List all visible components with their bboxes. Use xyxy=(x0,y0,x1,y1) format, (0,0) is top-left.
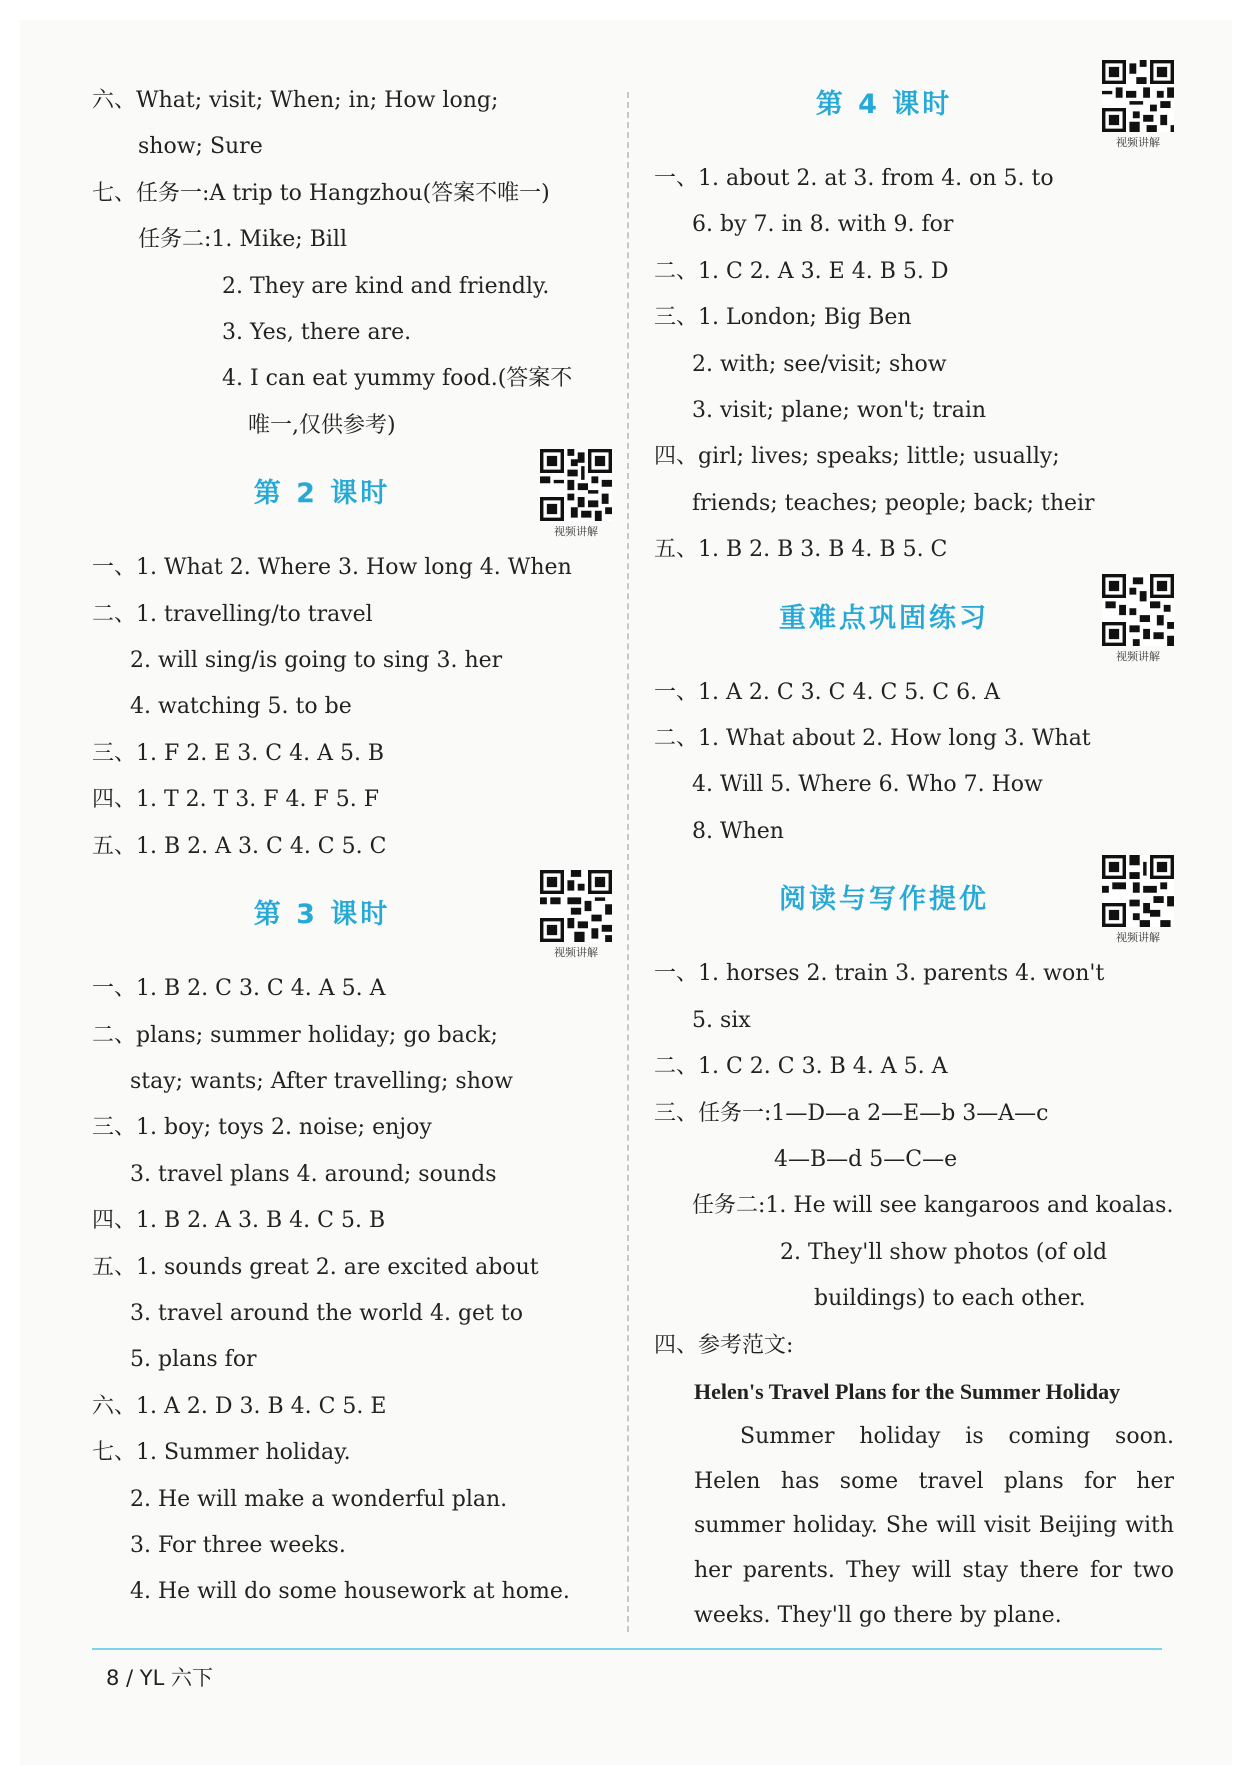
answer-line: 5. six xyxy=(692,1007,751,1033)
answer-line: 2. He will make a wonderful plan. xyxy=(130,1486,508,1512)
answer-line: 二、1. travelling/to travel xyxy=(92,601,373,627)
answer-line: 六、1. A 2. D 3. B 4. C 5. E xyxy=(92,1393,387,1419)
answer-line: 四、参考范文: xyxy=(654,1332,794,1358)
section-header-key-points xyxy=(654,574,1174,670)
answer-line: 唯一,仅供参考) xyxy=(248,412,396,438)
answer-line: 二、1. C 2. A 3. E 4. B 5. D xyxy=(654,258,949,284)
answer-line: 二、1. What about 2. How long 3. What xyxy=(654,726,1091,752)
answer-line: 3. travel around the world 4. get to xyxy=(130,1300,523,1326)
qr-code[interactable] xyxy=(1102,855,1174,945)
answer-line: 3. visit; plane; won't; train xyxy=(692,398,987,424)
answer-line: 四、girl; lives; speaks; little; usually; xyxy=(654,444,1060,470)
answer-line: 4. He will do some housework at home. xyxy=(130,1579,570,1605)
answer-line: 二、plans; summer holiday; go back; xyxy=(92,1022,498,1048)
qr-code[interactable] xyxy=(1102,60,1174,150)
answer-line: 3. For three weeks. xyxy=(130,1532,346,1558)
column-divider xyxy=(627,92,629,1632)
answer-line: 七、1. Summer holiday. xyxy=(92,1440,351,1466)
qr-label: 视频讲解 xyxy=(1116,136,1160,149)
qr-code[interactable] xyxy=(1102,574,1174,664)
answer-line: 三、1. London; Big Ben xyxy=(654,305,912,331)
page-footer: 8 / YL 六下 xyxy=(106,1666,213,1690)
answer-line: 6. by 7. in 8. with 9. for xyxy=(692,212,954,238)
answer-line: 任务二:1. Mike; Bill xyxy=(138,227,347,253)
answer-line: 一、1. What 2. Where 3. How long 4. When xyxy=(92,555,572,581)
qr-code[interactable] xyxy=(540,870,612,960)
answer-line: 五、1. sounds great 2. are excited about xyxy=(92,1254,539,1280)
answer-line: 三、1. F 2. E 3. C 4. A 5. B xyxy=(92,740,385,766)
answer-line: 4. I can eat yummy food.(答案不 xyxy=(222,366,573,392)
qr-label: 视频讲解 xyxy=(1116,649,1160,663)
section-title: 重难点巩固练习 xyxy=(779,602,989,634)
section-header-lesson-2 xyxy=(92,449,612,545)
answer-line: 3. Yes, there are. xyxy=(222,320,412,346)
section-title: 阅读与写作提优 xyxy=(779,884,989,916)
answer-line: 2. They are kind and friendly. xyxy=(222,273,550,299)
answer-line: 七、任务一:A trip to Hangzhou(答案不唯一) xyxy=(92,180,550,206)
answer-line: 2. will sing/is going to sing 3. her xyxy=(130,648,503,674)
section-title: 第 4 课时 xyxy=(815,89,953,120)
section-header-reading-writing xyxy=(654,855,1174,951)
qr-code[interactable] xyxy=(540,449,612,539)
answer-line: 一、1. about 2. at 3. from 4. on 5. to xyxy=(654,166,1054,191)
answer-line: 4—B—d 5—C—e xyxy=(774,1146,958,1172)
answer-line: 3. travel plans 4. around; sounds xyxy=(130,1161,497,1187)
answer-line: friends; teaches; people; back; their xyxy=(692,490,1095,516)
section-header-lesson-4 xyxy=(654,60,1174,156)
footer-rule xyxy=(92,1648,1162,1650)
qr-code-icon xyxy=(1102,574,1174,646)
section-header-lesson-3 xyxy=(92,870,612,966)
qr-label: 视频讲解 xyxy=(554,525,598,539)
qr-code-icon xyxy=(540,449,612,521)
answer-line: show; Sure xyxy=(138,134,263,160)
answer-line: stay; wants; After travelling; show xyxy=(130,1068,513,1094)
answer-line: 2. with; see/visit; show xyxy=(692,351,947,377)
answer-line: 一、1. A 2. C 3. C 4. C 5. C 6. A xyxy=(654,679,1000,705)
answer-line: 四、1. T 2. T 3. F 4. F 5. F xyxy=(92,787,380,813)
answer-line: 三、1. boy; toys 2. noise; enjoy xyxy=(92,1115,432,1141)
answer-line: 一、1. B 2. C 3. C 4. A 5. A xyxy=(92,976,386,1002)
answer-line: 2. They'll show photos (of old xyxy=(780,1239,1108,1265)
right-column xyxy=(654,60,1174,1638)
answer-line: 四、1. B 2. A 3. B 4. C 5. B xyxy=(92,1208,386,1234)
section-title: 第 3 课时 xyxy=(253,899,391,931)
answer-line: 五、1. B 2. A 3. C 4. C 5. C xyxy=(92,833,387,859)
section-title: 第 2 课时 xyxy=(253,478,391,510)
answer-line: 一、1. horses 2. train 3. parents 4. won't xyxy=(654,961,1105,987)
answer-line: 4. Will 5. Where 6. Who 7. How xyxy=(692,772,1043,798)
qr-code-icon xyxy=(1102,855,1174,927)
answer-line: 二、1. C 2. C 3. B 4. A 5. A xyxy=(654,1054,948,1080)
answer-line: buildings) to each other. xyxy=(814,1286,1086,1312)
essay-paragraph: Summer holiday is coming soon. Helen has some travel plans for her summer holiday. She will visit Beijing with her parents. They will stay there for two weeks. They'll go there by plane. xyxy=(694,1423,1174,1628)
answer-line: 三、任务一:1—D—a 2—E—b 3—A—c xyxy=(654,1100,1049,1126)
answer-line: 五、1. B 2. B 3. B 4. B 5. C xyxy=(654,537,948,563)
answer-line: 4. watching 5. to be xyxy=(130,694,352,720)
qr-code-icon xyxy=(540,870,612,942)
answer-line: 任务二:1. He will see kangaroos and koalas. xyxy=(692,1193,1174,1219)
qr-code-icon xyxy=(1102,60,1174,132)
answer-line: 六、What; visit; When; in; How long; xyxy=(92,88,499,113)
left-column xyxy=(92,78,612,1616)
answer-line: 5. plans for xyxy=(130,1347,257,1373)
essay-title: Helen's Travel Plans for the Summer Holiday xyxy=(694,1378,1121,1404)
answer-line: 8. When xyxy=(692,818,784,844)
qr-label: 视频讲解 xyxy=(1116,931,1160,945)
qr-label: 视频讲解 xyxy=(554,946,598,960)
